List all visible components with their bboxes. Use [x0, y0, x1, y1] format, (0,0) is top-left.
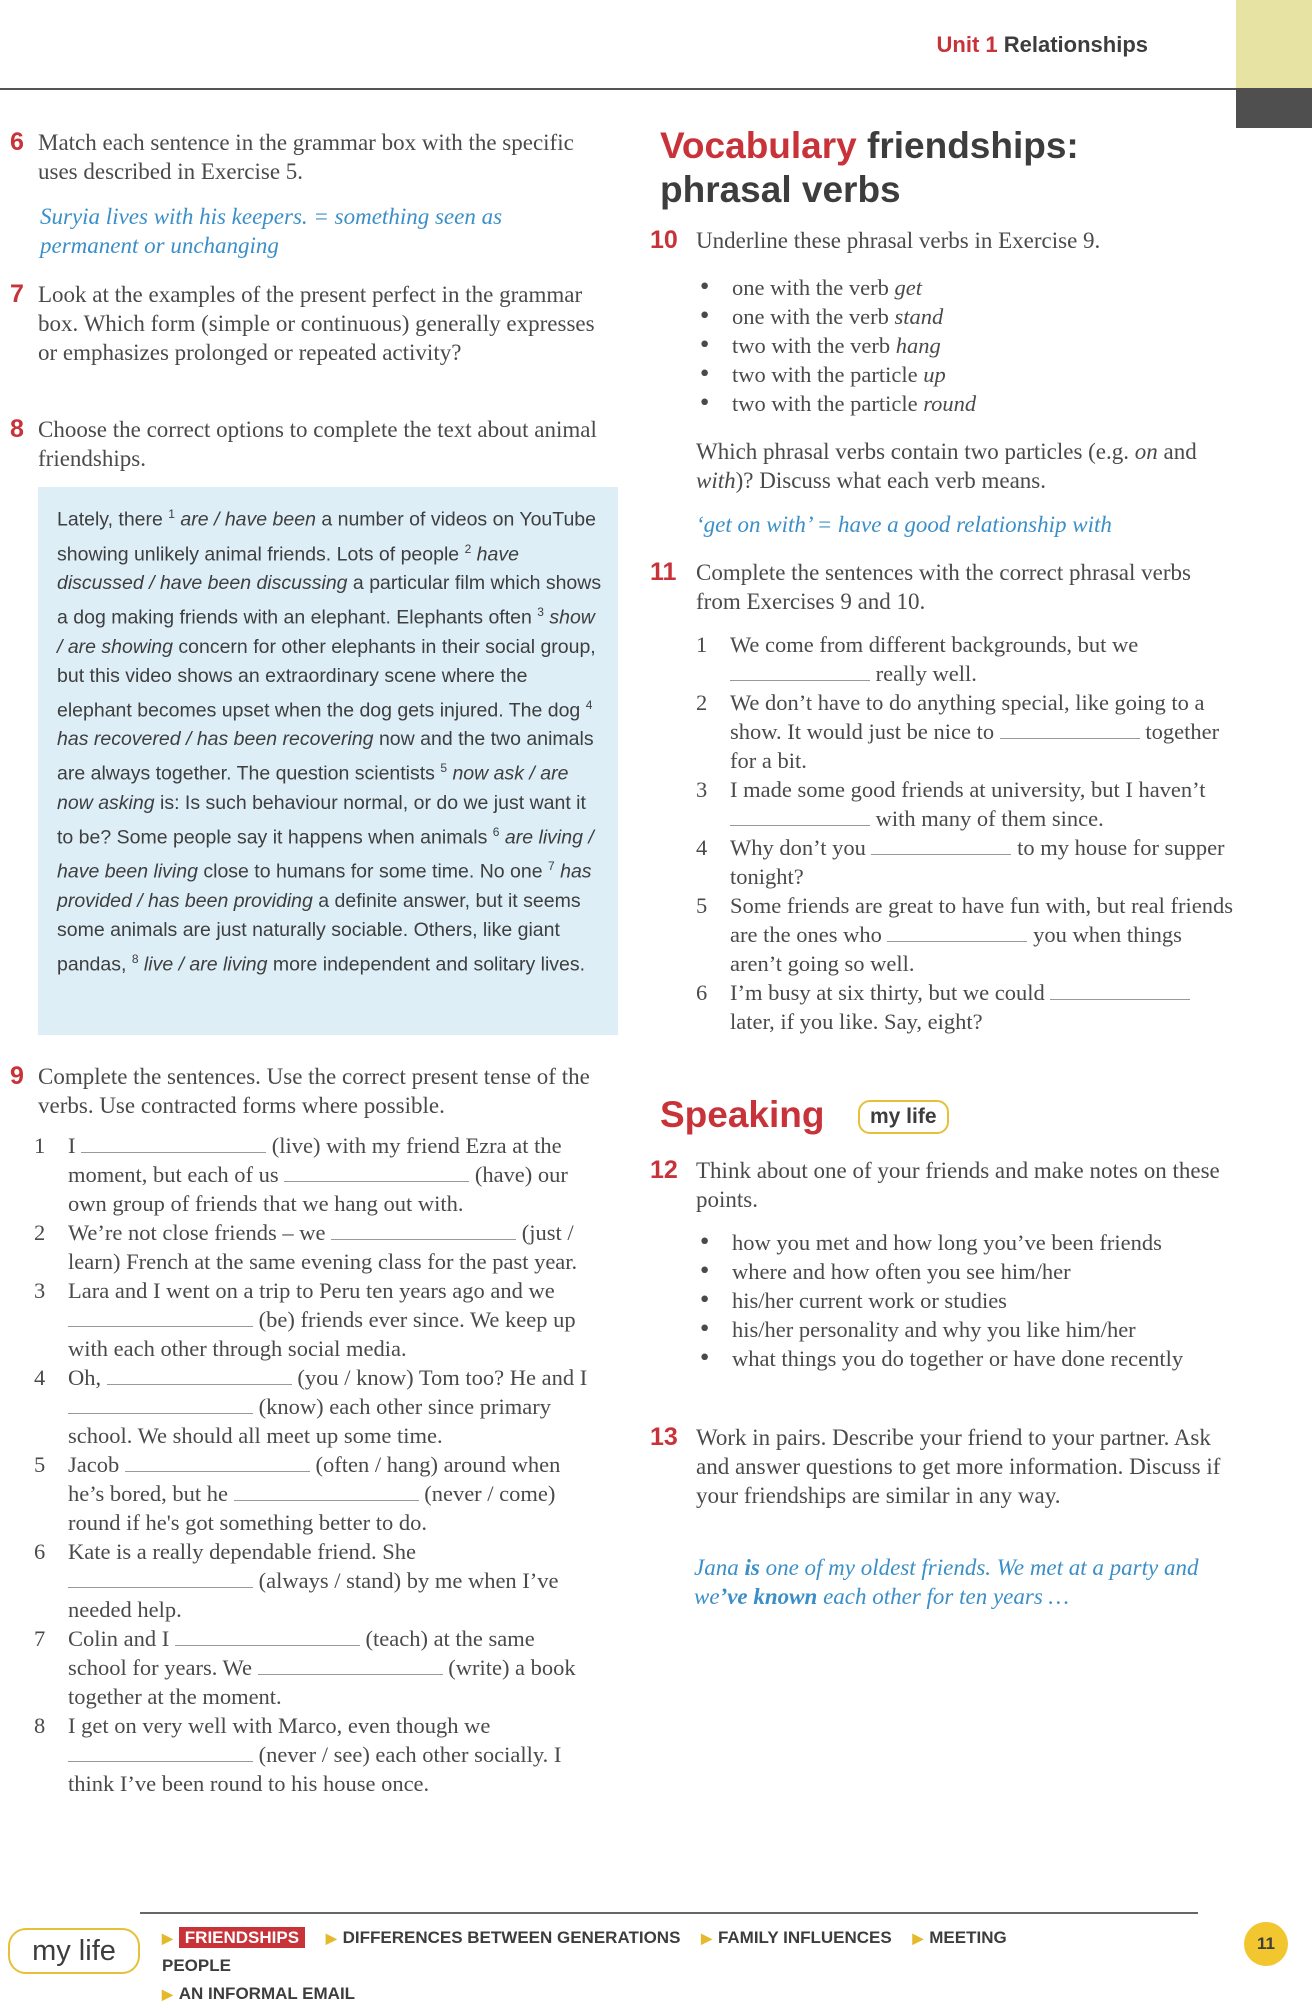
answer-blank[interactable] — [730, 807, 870, 826]
answer-blank[interactable] — [125, 1453, 310, 1472]
exercise-number: 12 — [650, 1156, 678, 1184]
exercise-instruction: Choose the correct options to complete the text about animal friendships. — [38, 417, 597, 471]
item-text: Lara and I went on a trip to Peru ten years ago and we — [68, 1278, 555, 1303]
footer-my-life-badge: my life — [8, 1928, 140, 1974]
footer-link-label: MEETING PEOPLE — [162, 1928, 1007, 1975]
answer-blank[interactable] — [175, 1627, 360, 1646]
exercise-number: 7 — [10, 280, 24, 308]
top-rule — [0, 88, 1236, 90]
example-bold: ’ve known — [719, 1584, 818, 1609]
answer-blank[interactable] — [68, 1395, 253, 1414]
unit-title: Relationships — [1003, 32, 1148, 57]
item-text: (never / come) round if he's got something better to do. — [68, 1481, 556, 1535]
exercise-number: 9 — [10, 1062, 24, 1090]
item-number: 5 — [34, 1452, 46, 1477]
exercise-10 — [650, 226, 1240, 255]
footer-link-label: FRIENDSHIPS — [179, 1927, 305, 1948]
item-text: I get on very well with Marco, even though we — [68, 1713, 491, 1738]
vocabulary-heading — [660, 124, 1220, 212]
answer-blank[interactable] — [887, 923, 1027, 942]
passage-text: a particular film which shows a dog making friends with an elephant. Elephants often — [57, 572, 602, 629]
exercise-9 — [10, 1062, 610, 1120]
exercise-6 — [10, 128, 610, 186]
item-text: together for a bit. — [730, 719, 1220, 773]
answer-options: show / are showing — [57, 606, 595, 658]
question-italic: with — [696, 468, 736, 493]
footer-rule — [140, 1912, 1198, 1914]
item-number: 1 — [696, 632, 708, 657]
exercise-8 — [10, 415, 610, 473]
footer-link[interactable] — [162, 1928, 305, 1947]
answer-blank[interactable] — [81, 1134, 266, 1153]
numbered-item — [34, 1131, 599, 1218]
item-number: 6 — [34, 1539, 46, 1564]
corner-tab-dark — [1236, 88, 1312, 128]
gap-number: 4 — [585, 697, 593, 712]
example-text: one of my oldest friends. We met at a party and we — [694, 1555, 1199, 1609]
speaking-heading: Speaking — [660, 1094, 825, 1135]
exercise-instruction: Underline these phrasal verbs in Exercise 9. — [696, 228, 1101, 253]
exercise-instruction: Complete the sentences with the correct phrasal verbs from Exercises 9 and 10. — [696, 560, 1191, 614]
answer-blank[interactable] — [1000, 720, 1140, 739]
question-text: and — [1157, 439, 1197, 464]
numbered-item — [696, 891, 1236, 978]
item-text: (know) each other since primary school. We should all meet up some time. — [68, 1394, 552, 1448]
example-text: each other for ten years … — [817, 1584, 1069, 1609]
numbered-item — [696, 630, 1236, 688]
vocabulary-heading-line2: phrasal verbs — [660, 169, 901, 210]
answer-options: are / have been — [174, 508, 316, 531]
item-text: Why don’t you — [730, 835, 872, 860]
gap-number: 7 — [548, 859, 555, 873]
item-text: I — [68, 1133, 82, 1158]
exercise-6-example: Suryia lives with his keepers. = something seen as permanent or unchanging — [40, 204, 503, 258]
exercise-number: 10 — [650, 226, 678, 254]
item-number: 8 — [34, 1713, 46, 1738]
bullet-item: • two with the verb hang — [696, 331, 1236, 360]
exercise-10-example: ‘get on with’ = have a good relationship with — [696, 512, 1112, 537]
answer-options: live / are living — [138, 953, 268, 975]
exercise-number: 13 — [650, 1423, 678, 1451]
footer-topic-links — [162, 1924, 1082, 2008]
item-text: I’m busy at six thirty, but we could — [730, 980, 1051, 1005]
item-number: 2 — [696, 690, 708, 715]
arrow-icon: ▶ — [162, 1930, 173, 1946]
item-text: (often / hang) around when he’s bored, but he — [68, 1452, 561, 1506]
bullet-item: • what things you do together or have done recently — [696, 1344, 1236, 1373]
exercise-instruction: Look at the examples of the present perfect in the grammar box. Which form (simple or continuous) generally expresses or emphasizes prolonged or repeated activity? — [38, 282, 595, 365]
exercise-10-bullets — [696, 273, 1236, 418]
item-text: Jacob — [68, 1452, 125, 1477]
numbered-item — [34, 1624, 599, 1711]
footer-link-label: DIFFERENCES BETWEEN GENERATIONS — [342, 1928, 681, 1947]
bullet-item: • two with the particle round — [696, 389, 1236, 418]
item-number: 1 — [34, 1133, 46, 1158]
exercise-number: 6 — [10, 128, 24, 156]
exercise-11-items — [696, 630, 1236, 1036]
example-text: Jana — [694, 1555, 745, 1580]
page-number: 11 — [1244, 1922, 1288, 1966]
exercise-13 — [650, 1423, 1240, 1510]
bullet-item: • where and how often you see him/her — [696, 1257, 1236, 1286]
passage-text: a definite answer, but it seems some animals are just naturally sociable. Others, like giant pandas, — [57, 889, 581, 975]
gap-number: 3 — [537, 605, 544, 619]
item-number: 7 — [34, 1626, 46, 1651]
item-number: 2 — [34, 1220, 46, 1245]
item-number: 4 — [696, 835, 708, 860]
item-text: I made some good friends at university, but I haven’t — [730, 777, 1206, 802]
item-text: (live) with my friend Ezra at the moment, but each of us — [68, 1133, 562, 1187]
answer-options: now ask / are now asking — [57, 762, 569, 814]
passage-text: Lately, there — [57, 508, 169, 531]
item-text: you when things aren’t going so well. — [730, 922, 1182, 976]
exercise-number: 8 — [10, 415, 24, 443]
item-text: We’re not close friends – we — [68, 1220, 332, 1245]
unit-header — [937, 32, 1149, 58]
answer-blank[interactable] — [730, 662, 870, 681]
question-text: Which phrasal verbs contain two particles (e.g. — [696, 439, 1135, 464]
answer-blank[interactable] — [234, 1482, 419, 1501]
bullet-item: • one with the verb stand — [696, 302, 1236, 331]
reading-passage — [57, 500, 602, 979]
answer-blank[interactable] — [258, 1656, 443, 1675]
item-text: (be) friends ever since. We keep up with each other through social media. — [68, 1307, 576, 1361]
passage-text: a number of videos on YouTube showing unlikely animal friends. Lots of people — [57, 508, 596, 565]
answer-blank[interactable] — [68, 1569, 253, 1588]
item-text: to my house for supper tonight? — [730, 835, 1225, 889]
arrow-icon: ▶ — [325, 1930, 337, 1946]
question-italic: on — [1134, 439, 1158, 464]
gap-number: 2 — [464, 541, 472, 556]
item-number: 6 — [696, 980, 708, 1005]
bullet-item: • one with the verb get — [696, 273, 1236, 302]
exercise-7 — [10, 280, 610, 367]
gap-number: 8 — [131, 951, 139, 966]
item-text: We don’t have to do anything special, like going to a show. It would just be nice to — [730, 690, 1205, 744]
my-life-badge: my life — [858, 1100, 949, 1134]
gap-number: 1 — [168, 507, 175, 521]
arrow-icon: ▶ — [162, 1986, 173, 2002]
exercise-instruction: Work in pairs. Describe your friend to your partner. Ask and answer questions to get more information. Discuss if your friendships are similar in any way. — [696, 1425, 1221, 1508]
exercise-12-bullets — [696, 1228, 1236, 1373]
unit-number: Unit 1 — [936, 32, 998, 57]
gap-number: 5 — [440, 761, 448, 775]
numbered-item — [696, 833, 1236, 891]
item-number: 4 — [34, 1365, 46, 1390]
footer-link[interactable] — [162, 1984, 355, 2003]
exercise-instruction: Think about one of your friends and make notes on these points. — [696, 1158, 1220, 1212]
item-text: (never / see) each other socially. I think I’ve been round to his house once. — [68, 1742, 562, 1796]
exercise-9-items — [34, 1131, 599, 1798]
item-text: (just / learn) French at the same evening class for the past year. — [68, 1220, 578, 1274]
item-text: (write) a book together at the moment. — [68, 1655, 576, 1709]
numbered-item — [34, 1218, 599, 1276]
numbered-item — [34, 1276, 599, 1363]
item-text: Oh, — [68, 1365, 107, 1390]
bullet-item: • two with the particle up — [696, 360, 1236, 389]
footer-link-label: FAMILY INFLUENCES — [717, 1928, 892, 1947]
exercise-number: 11 — [650, 558, 677, 586]
numbered-item — [696, 775, 1236, 833]
numbered-item — [696, 688, 1236, 775]
answer-blank[interactable] — [68, 1308, 253, 1327]
exercise-instruction: Complete the sentences. Use the correct present tense of the verbs. Use contracted forms where possible. — [38, 1064, 590, 1118]
footer-link-label: AN INFORMAL EMAIL — [178, 1984, 356, 2003]
gap-number: 6 — [492, 824, 500, 839]
item-text: Colin and I — [68, 1626, 175, 1651]
vocabulary-heading-rest: friendships: — [856, 125, 1079, 166]
item-text: (teach) at the same school for years. We — [68, 1626, 535, 1680]
passage-text: concern for other elephants in their social group, but this video shows an extraordinary scene where the elephant becomes upset when the dog gets injured. The dog — [57, 635, 596, 721]
item-text: We come from different backgrounds, but we — [730, 632, 1139, 657]
answer-blank[interactable] — [1050, 981, 1190, 1000]
example-bold: is — [744, 1555, 760, 1580]
answer-options: has recovered / has been recovering — [57, 728, 374, 750]
answer-options: are living / have been living — [57, 826, 594, 883]
item-text: really well. — [870, 661, 977, 686]
passage-text: close to humans for some time. No one — [197, 860, 549, 883]
numbered-item — [34, 1537, 599, 1624]
answer-blank[interactable] — [68, 1743, 253, 1762]
answer-blank[interactable] — [284, 1163, 469, 1182]
footer-link[interactable] — [326, 1928, 681, 1947]
passage-text: more independent and solitary lives. — [267, 953, 586, 975]
question-text: )? Discuss what each verb means. — [735, 468, 1047, 493]
item-text: with many of them since. — [870, 806, 1104, 831]
item-text: Some friends are great to have fun with, but real friends are the ones who — [730, 893, 1233, 947]
answer-blank[interactable] — [331, 1221, 516, 1240]
item-text: Kate is a really dependable friend. She — [68, 1539, 416, 1564]
item-number: 3 — [34, 1278, 46, 1303]
footer-link[interactable] — [701, 1928, 892, 1947]
item-number: 5 — [696, 893, 708, 918]
bullet-item: • how you met and how long you’ve been friends — [696, 1228, 1236, 1257]
passage-text: now and the two animals are always together. The question scientists — [57, 728, 594, 785]
answer-options: has provided / has been providing — [57, 860, 592, 912]
exercise-instruction: Match each sentence in the grammar box with the specific uses described in Exercise 5. — [38, 130, 574, 184]
exercise-11 — [650, 558, 1240, 616]
exercise-12 — [650, 1156, 1240, 1214]
arrow-icon: ▶ — [912, 1930, 924, 1946]
item-text: (you / know) Tom too? He and I — [291, 1365, 588, 1390]
numbered-item — [34, 1450, 599, 1537]
answer-blank[interactable] — [107, 1366, 292, 1385]
item-number: 3 — [696, 777, 708, 802]
numbered-item — [34, 1711, 599, 1798]
exercise-13-example — [694, 1553, 1234, 1611]
numbered-item — [696, 978, 1236, 1036]
arrow-icon: ▶ — [701, 1930, 712, 1946]
vocabulary-heading-red: Vocabulary — [660, 125, 857, 166]
answer-blank[interactable] — [871, 836, 1011, 855]
numbered-item — [34, 1363, 599, 1450]
passage-text: is: Is such behaviour normal, or do we just want it to be? Some people say it happens when animals — [57, 791, 586, 848]
exercise-10-question — [696, 437, 1236, 495]
item-text: (have) our own group of friends that we hang out with. — [68, 1162, 568, 1216]
item-text: later, if you like. Say, eight? — [730, 1009, 983, 1034]
item-text: (always / stand) by me when I’ve needed help. — [68, 1568, 559, 1622]
bullet-item: • his/her personality and why you like him/her — [696, 1315, 1236, 1344]
bullet-item: • his/her current work or studies — [696, 1286, 1236, 1315]
answer-options: have discussed / have been discussing — [57, 543, 519, 594]
